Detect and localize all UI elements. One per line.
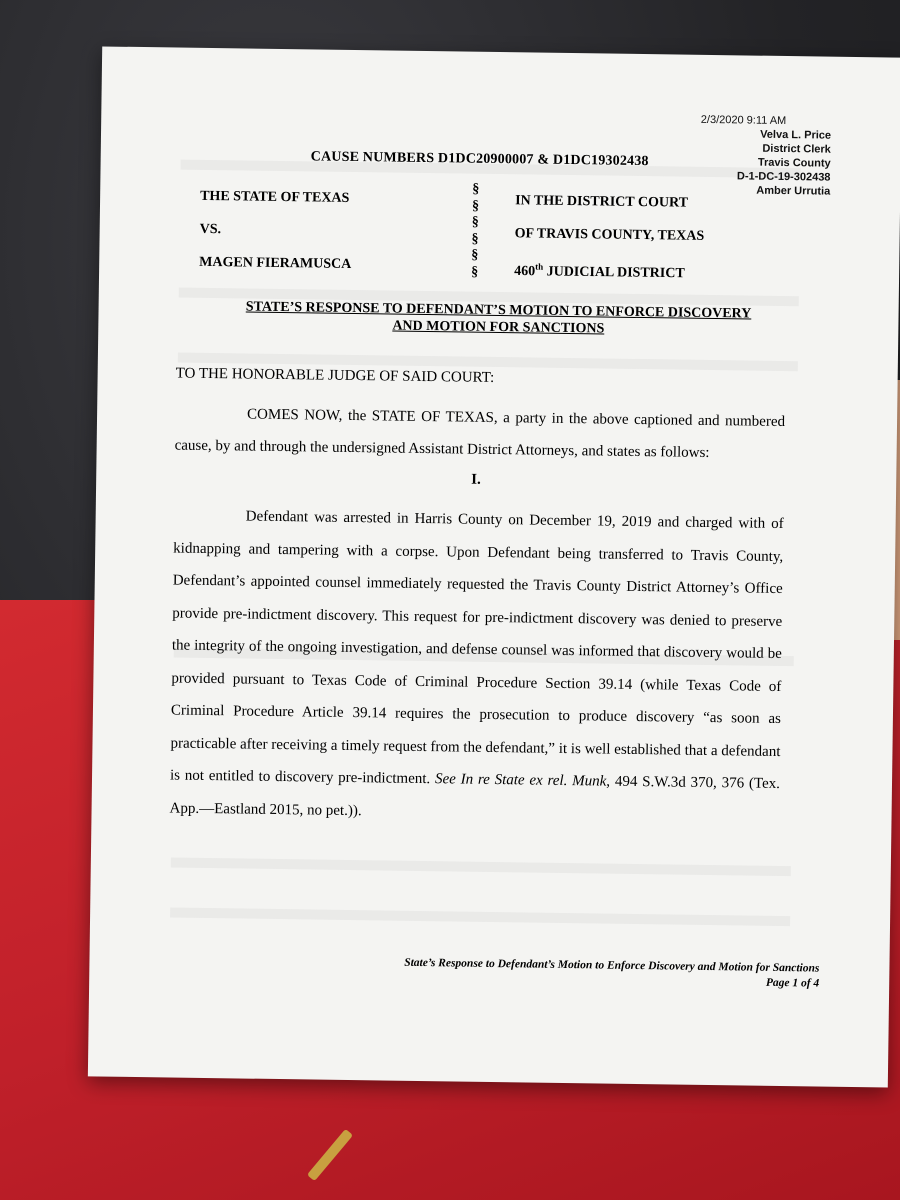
document-title — [208, 298, 788, 340]
section-symbol: § — [471, 264, 479, 280]
caption-court — [514, 184, 705, 290]
case-citation: See In re State ex rel. Munk — [434, 771, 607, 790]
section-symbol: § — [471, 247, 479, 263]
clerk-title: District Clerk — [762, 142, 831, 156]
party-defendant: MAGEN FIERAMUSCA — [199, 254, 352, 272]
clerk-filing-stamp — [700, 113, 832, 199]
court-line-2: OF TRAVIS COUNTY, TEXAS — [514, 226, 705, 244]
footer-title: State’s Response to Defendant’s Motion to Enforce Discovery and Motion for Sanctions — [404, 956, 820, 975]
section-symbol: § — [471, 231, 479, 247]
district-number: 460 — [514, 263, 536, 280]
section-number: I. — [471, 471, 481, 488]
intro-text: COMES NOW, the STATE OF TEXAS, a party in the above captioned and numbered cause, by and through the undersigned Assistant District Attorneys, and states as follows: — [174, 406, 786, 461]
case-id: D-1-DC-19-302438 — [736, 170, 831, 184]
body-text-part2: , 494 S.W.3d 370, 376 (Tex. App.—Eastland 2015, no pet.)). — [169, 773, 781, 819]
district-label: JUDICIAL DISTRICT — [543, 264, 685, 282]
cause-numbers: CAUSE NUMBERS D1DC20900007 & D1DC19302438 — [310, 149, 649, 170]
title-line-1: STATE’S RESPONSE TO DEFENDANT’S MOTION TO ENFORCE DISCOVERY — [245, 299, 752, 322]
section-symbol: § — [471, 214, 479, 230]
body-text-part1: Defendant was arrested in Harris County on December 19, 2019 and charged with of kidnapping and tampering with a corpse. Upon Defendant being transferred to Travis County, Defendant’s appointed counsel immediately requested the Travis County District Attorney’s Office provide pre-indictment discovery. This request for pre-indictment discovery was denied to preserve the integrity of the ongoing investigation, and defense counsel was informed that discovery would be provided pursuant to Texas Code of Criminal Procedure Section 39.14 (while Texas Code of Criminal Procedure Article 39.14 requires the prosecution to produce discovery “as soon as practicable after receiving a timely request from the defendant,” it is well established that a defendant is not entitled to discovery pre-indictment. — [169, 508, 784, 788]
section-symbols — [471, 182, 479, 281]
document-page — [88, 46, 900, 1087]
salutation: TO THE HONORABLE JUDGE OF SAID COURT: — [175, 365, 495, 386]
section-symbol: § — [471, 198, 480, 214]
district-ordinal: th — [535, 261, 544, 272]
party-vs: VS. — [199, 221, 222, 238]
page-number: Page 1 of 4 — [765, 976, 820, 990]
intro-paragraph — [174, 398, 785, 471]
party-state: THE STATE OF TEXAS — [200, 188, 350, 206]
filing-datetime: 2/3/2020 9:11 AM — [700, 113, 787, 128]
court-line-1: IN THE DISTRICT COURT — [515, 193, 689, 211]
page-footer — [404, 956, 820, 992]
title-line-2: AND MOTION FOR SANCTIONS — [392, 318, 605, 337]
clerk-name: Velva L. Price — [760, 128, 832, 142]
clerk-county: Travis County — [757, 156, 831, 170]
deputy-name: Amber Urrutia — [756, 184, 831, 198]
section-symbol: § — [472, 181, 480, 197]
court-line-3 — [514, 250, 704, 290]
body-paragraph — [169, 500, 783, 833]
caption-parties — [199, 180, 352, 281]
